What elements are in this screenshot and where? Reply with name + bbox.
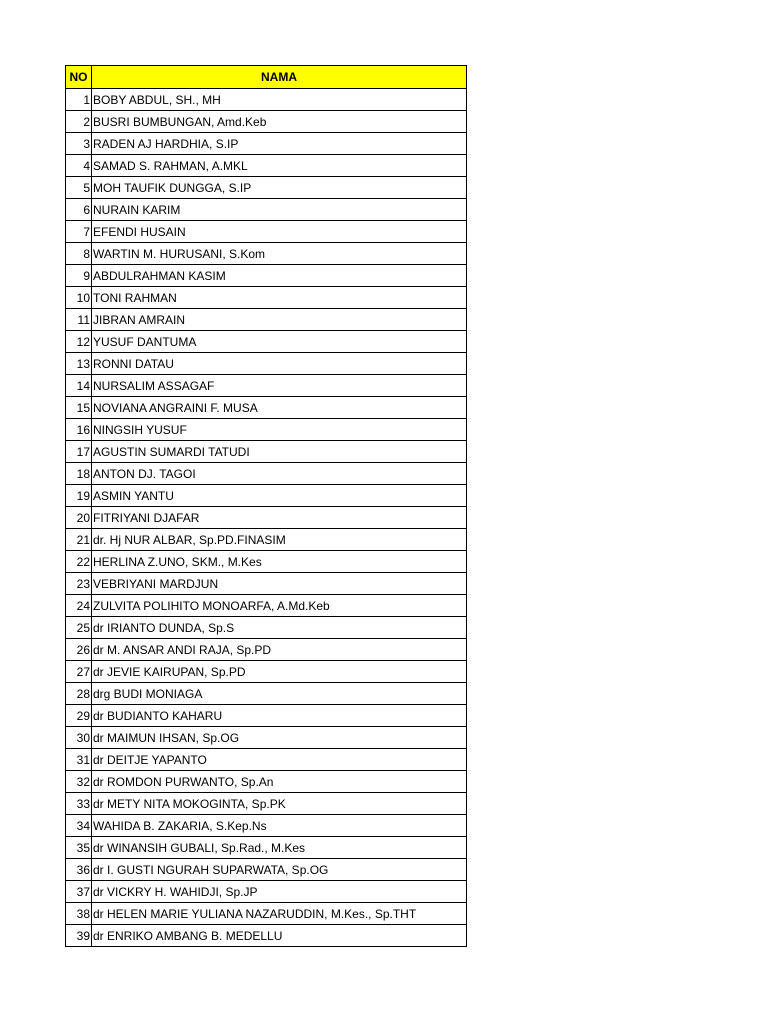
row-number-cell[interactable]: 30 <box>66 727 92 749</box>
row-name-cell[interactable]: ZULVITA POLIHITO MONOARFA, A.Md.Keb <box>92 595 467 617</box>
row-number-cell[interactable]: 36 <box>66 859 92 881</box>
row-name-cell[interactable]: RADEN AJ HARDHIA, S.IP <box>92 133 467 155</box>
row-name-cell[interactable]: BUSRI BUMBUNGAN, Amd.Keb <box>92 111 467 133</box>
row-number-cell[interactable]: 2 <box>66 111 92 133</box>
row-number-cell[interactable]: 17 <box>66 441 92 463</box>
row-name-cell[interactable]: dr WINANSIH GUBALI, Sp.Rad., M.Kes <box>92 837 467 859</box>
row-number-cell[interactable]: 16 <box>66 419 92 441</box>
table-row <box>66 485 467 507</box>
row-number-cell[interactable]: 28 <box>66 683 92 705</box>
row-name-cell[interactable]: dr ENRIKO AMBANG B. MEDELLU <box>92 925 467 947</box>
table-row <box>66 89 467 111</box>
row-name-cell[interactable]: ANTON DJ. TAGOI <box>92 463 467 485</box>
row-name-cell[interactable]: WARTIN M. HURUSANI, S.Kom <box>92 243 467 265</box>
table-row <box>66 903 467 925</box>
row-number-cell[interactable]: 21 <box>66 529 92 551</box>
table-row <box>66 353 467 375</box>
row-number-cell[interactable]: 31 <box>66 749 92 771</box>
row-number-cell[interactable]: 13 <box>66 353 92 375</box>
row-number-cell[interactable]: 10 <box>66 287 92 309</box>
row-name-cell[interactable]: dr I. GUSTI NGURAH SUPARWATA, Sp.OG <box>92 859 467 881</box>
column-header-no[interactable]: NO <box>66 66 92 89</box>
row-name-cell[interactable]: BOBY ABDUL, SH., MH <box>92 89 467 111</box>
row-number-cell[interactable]: 20 <box>66 507 92 529</box>
row-name-cell[interactable]: HERLINA Z.UNO, SKM., M.Kes <box>92 551 467 573</box>
row-name-cell[interactable]: ABDULRAHMAN KASIM <box>92 265 467 287</box>
column-header-nama[interactable]: NAMA <box>92 66 467 89</box>
row-number-cell[interactable]: 33 <box>66 793 92 815</box>
table-row <box>66 529 467 551</box>
row-name-cell[interactable]: dr ROMDON PURWANTO, Sp.An <box>92 771 467 793</box>
row-number-cell[interactable]: 1 <box>66 89 92 111</box>
row-number-cell[interactable]: 26 <box>66 639 92 661</box>
row-number-cell[interactable]: 6 <box>66 199 92 221</box>
row-name-cell[interactable]: dr. Hj NUR ALBAR, Sp.PD.FINASIM <box>92 529 467 551</box>
row-number-cell[interactable]: 32 <box>66 771 92 793</box>
row-number-cell[interactable]: 25 <box>66 617 92 639</box>
row-number-cell[interactable]: 24 <box>66 595 92 617</box>
table-row <box>66 177 467 199</box>
row-name-cell[interactable]: NINGSIH YUSUF <box>92 419 467 441</box>
row-name-cell[interactable]: ASMIN YANTU <box>92 485 467 507</box>
row-number-cell[interactable]: 35 <box>66 837 92 859</box>
table-row <box>66 133 467 155</box>
name-list-table <box>65 65 467 947</box>
table-row <box>66 683 467 705</box>
row-name-cell[interactable]: NOVIANA ANGRAINI F. MUSA <box>92 397 467 419</box>
table-row <box>66 441 467 463</box>
row-name-cell[interactable]: dr METY NITA MOKOGINTA, Sp.PK <box>92 793 467 815</box>
table-row <box>66 859 467 881</box>
table-header <box>66 66 467 89</box>
row-number-cell[interactable]: 15 <box>66 397 92 419</box>
row-name-cell[interactable]: YUSUF DANTUMA <box>92 331 467 353</box>
table-row <box>66 551 467 573</box>
row-number-cell[interactable]: 27 <box>66 661 92 683</box>
row-number-cell[interactable]: 4 <box>66 155 92 177</box>
row-name-cell[interactable]: TONI RAHMAN <box>92 287 467 309</box>
table-row <box>66 155 467 177</box>
row-name-cell[interactable]: dr M. ANSAR ANDI RAJA, Sp.PD <box>92 639 467 661</box>
table-row <box>66 925 467 947</box>
table-row <box>66 617 467 639</box>
row-name-cell[interactable]: EFENDI HUSAIN <box>92 221 467 243</box>
table-row <box>66 419 467 441</box>
table-row <box>66 397 467 419</box>
row-name-cell[interactable]: AGUSTIN SUMARDI TATUDI <box>92 441 467 463</box>
table-row <box>66 111 467 133</box>
table-row <box>66 749 467 771</box>
row-name-cell[interactable]: dr IRIANTO DUNDA, Sp.S <box>92 617 467 639</box>
table-row <box>66 771 467 793</box>
row-number-cell[interactable]: 38 <box>66 903 92 925</box>
row-number-cell[interactable]: 34 <box>66 815 92 837</box>
row-number-cell[interactable]: 18 <box>66 463 92 485</box>
table-row <box>66 375 467 397</box>
row-name-cell[interactable]: MOH TAUFIK DUNGGA, S.IP <box>92 177 467 199</box>
table-row <box>66 331 467 353</box>
table-row <box>66 639 467 661</box>
table-row <box>66 287 467 309</box>
row-number-cell[interactable]: 8 <box>66 243 92 265</box>
table-row <box>66 221 467 243</box>
table-row <box>66 727 467 749</box>
row-number-cell[interactable]: 7 <box>66 221 92 243</box>
row-number-cell[interactable]: 5 <box>66 177 92 199</box>
row-number-cell[interactable]: 12 <box>66 331 92 353</box>
row-name-cell[interactable]: dr HELEN MARIE YULIANA NAZARUDDIN, M.Kes., Sp.THT <box>92 903 467 925</box>
table-row <box>66 815 467 837</box>
row-number-cell[interactable]: 23 <box>66 573 92 595</box>
table-row <box>66 705 467 727</box>
table-row <box>66 463 467 485</box>
table-row <box>66 661 467 683</box>
row-name-cell[interactable]: dr MAIMUN IHSAN, Sp.OG <box>92 727 467 749</box>
row-name-cell[interactable]: dr DEITJE YAPANTO <box>92 749 467 771</box>
row-number-cell[interactable]: 9 <box>66 265 92 287</box>
row-name-cell[interactable]: VEBRIYANI MARDJUN <box>92 573 467 595</box>
row-name-cell[interactable]: dr JEVIE KAIRUPAN, Sp.PD <box>92 661 467 683</box>
table-row <box>66 199 467 221</box>
row-number-cell[interactable]: 29 <box>66 705 92 727</box>
row-number-cell[interactable]: 11 <box>66 309 92 331</box>
table-row <box>66 881 467 903</box>
table-row <box>66 309 467 331</box>
row-name-cell[interactable]: dr VICKRY H. WAHIDJI, Sp.JP <box>92 881 467 903</box>
row-number-cell[interactable]: 19 <box>66 485 92 507</box>
row-number-cell[interactable]: 37 <box>66 881 92 903</box>
table-row <box>66 595 467 617</box>
table-row <box>66 573 467 595</box>
row-name-cell[interactable]: drg BUDI MONIAGA <box>92 683 467 705</box>
table-row <box>66 507 467 529</box>
row-number-cell[interactable]: 39 <box>66 925 92 947</box>
row-name-cell[interactable]: NURAIN KARIM <box>92 199 467 221</box>
row-number-cell[interactable]: 14 <box>66 375 92 397</box>
table-row <box>66 265 467 287</box>
row-name-cell[interactable]: SAMAD S. RAHMAN, A.MKL <box>92 155 467 177</box>
row-name-cell[interactable]: JIBRAN AMRAIN <box>92 309 467 331</box>
row-name-cell[interactable]: dr BUDIANTO KAHARU <box>92 705 467 727</box>
table-row <box>66 837 467 859</box>
row-number-cell[interactable]: 22 <box>66 551 92 573</box>
row-name-cell[interactable]: RONNI DATAU <box>92 353 467 375</box>
row-number-cell[interactable]: 3 <box>66 133 92 155</box>
table-row <box>66 793 467 815</box>
row-name-cell[interactable]: NURSALIM ASSAGAF <box>92 375 467 397</box>
table-row <box>66 243 467 265</box>
row-name-cell[interactable]: WAHIDA B. ZAKARIA, S.Kep.Ns <box>92 815 467 837</box>
header-row <box>66 66 467 89</box>
table-body <box>66 89 467 947</box>
row-name-cell[interactable]: FITRIYANI DJAFAR <box>92 507 467 529</box>
